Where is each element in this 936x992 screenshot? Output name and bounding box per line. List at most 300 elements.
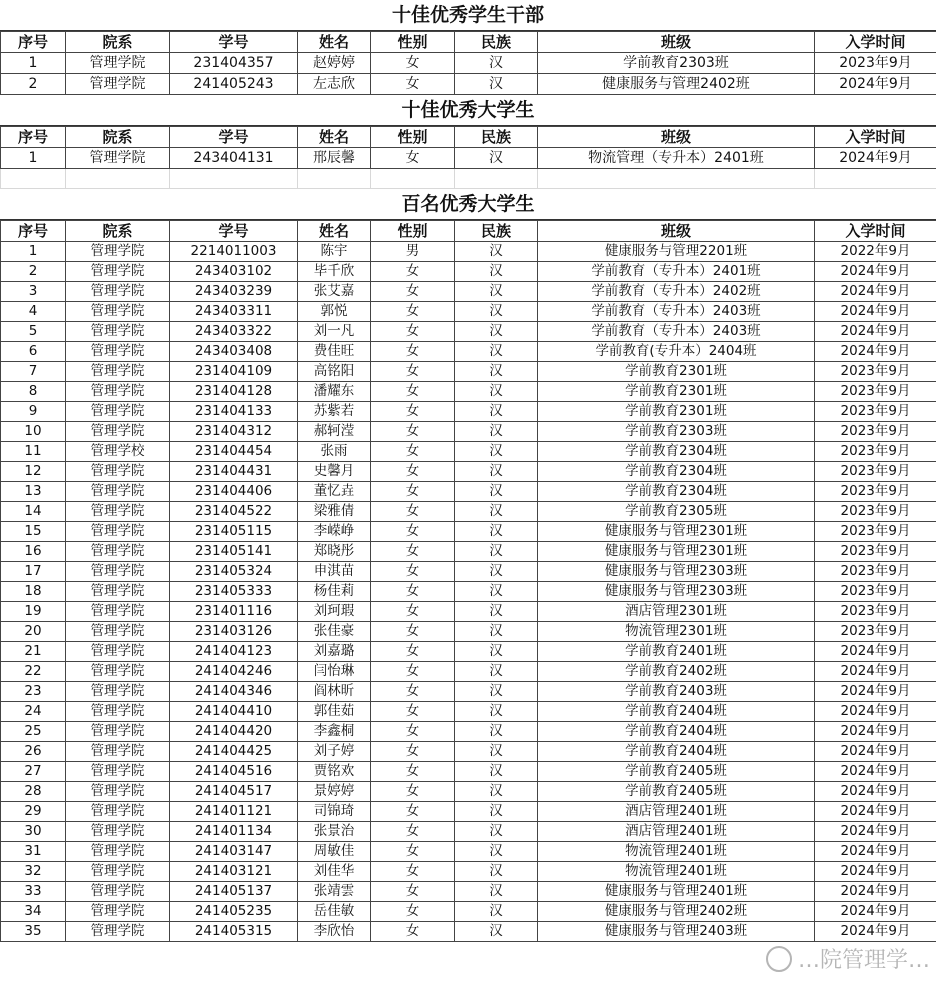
col-department: 管理学院 xyxy=(66,662,170,682)
col-department: 管理学院 xyxy=(66,742,170,762)
col-student-id: 241405137 xyxy=(170,882,298,902)
col-student-id: 231404128 xyxy=(170,382,298,402)
table-row xyxy=(1,782,936,802)
col-index: 32 xyxy=(1,862,66,882)
col-ethnicity: 汉 xyxy=(455,242,538,262)
col-student-id: 231405324 xyxy=(170,562,298,582)
col-ethnicity: 汉 xyxy=(455,922,538,942)
col-ethnicity: 汉 xyxy=(455,662,538,682)
watermark xyxy=(766,943,930,974)
header-col-index: 序号 xyxy=(1,221,66,242)
header-col-student-id: 学号 xyxy=(170,127,298,148)
table-row xyxy=(1,242,936,262)
col-department: 管理学院 xyxy=(66,53,170,74)
col-name: 苏紫若 xyxy=(298,402,371,422)
col-gender: 女 xyxy=(371,662,455,682)
col-enrollment: 2024年9月 xyxy=(815,148,936,169)
col-enrollment: 2024年9月 xyxy=(815,782,936,802)
col-index: 6 xyxy=(1,342,66,362)
col-class: 酒店管理2301班 xyxy=(538,602,815,622)
col-gender: 女 xyxy=(371,782,455,802)
col-gender: 男 xyxy=(371,242,455,262)
header-col-class: 班级 xyxy=(538,32,815,53)
col-student-id: 241404420 xyxy=(170,722,298,742)
col-gender: 女 xyxy=(371,74,455,95)
col-name: 刘佳华 xyxy=(298,862,371,882)
col-gender: 女 xyxy=(371,382,455,402)
header-col-name: 姓名 xyxy=(298,127,371,148)
table-row xyxy=(1,702,936,722)
col-gender: 女 xyxy=(371,722,455,742)
header-col-gender: 性别 xyxy=(371,127,455,148)
col-department: 管理学院 xyxy=(66,602,170,622)
col-class: 学前教育2404班 xyxy=(538,722,815,742)
table-row xyxy=(1,302,936,322)
col-student-id: 241404517 xyxy=(170,782,298,802)
table-row xyxy=(1,582,936,602)
col-index: 15 xyxy=(1,522,66,542)
col-ethnicity: 汉 xyxy=(455,442,538,462)
col-ethnicity: 汉 xyxy=(455,622,538,642)
table-row xyxy=(1,602,936,622)
col-gender: 女 xyxy=(371,822,455,842)
col-class: 健康服务与管理2401班 xyxy=(538,882,815,902)
col-ethnicity: 汉 xyxy=(455,902,538,922)
header-col-enrollment: 入学时间 xyxy=(815,127,936,148)
col-gender: 女 xyxy=(371,502,455,522)
col-department: 管理学院 xyxy=(66,148,170,169)
col-student-id: 241405235 xyxy=(170,902,298,922)
col-index: 1 xyxy=(1,148,66,169)
col-class: 酒店管理2401班 xyxy=(538,802,815,822)
col-name: 李欣怡 xyxy=(298,922,371,942)
col-ethnicity: 汉 xyxy=(455,74,538,95)
table-row xyxy=(1,462,936,482)
col-ethnicity: 汉 xyxy=(455,842,538,862)
table-row xyxy=(1,882,936,902)
award-table xyxy=(0,126,936,189)
col-class: 学前教育2304班 xyxy=(538,442,815,462)
header-col-student-id: 学号 xyxy=(170,32,298,53)
col-gender: 女 xyxy=(371,802,455,822)
col-index: 3 xyxy=(1,282,66,302)
col-ethnicity: 汉 xyxy=(455,862,538,882)
table-row xyxy=(1,148,936,169)
table-row xyxy=(1,742,936,762)
col-class: 学前教育（专升本）2401班 xyxy=(538,262,815,282)
col-enrollment: 2024年9月 xyxy=(815,682,936,702)
col-ethnicity: 汉 xyxy=(455,302,538,322)
col-class: 学前教育2301班 xyxy=(538,402,815,422)
col-class: 健康服务与管理2301班 xyxy=(538,522,815,542)
col-name: 李鑫桐 xyxy=(298,722,371,742)
col-class: 学前教育2401班 xyxy=(538,642,815,662)
col-gender: 女 xyxy=(371,442,455,462)
col-enrollment: 2023年9月 xyxy=(815,522,936,542)
col-department: 管理学院 xyxy=(66,422,170,442)
col-ethnicity: 汉 xyxy=(455,642,538,662)
col-name: 刘嘉璐 xyxy=(298,642,371,662)
col-student-id: 231404431 xyxy=(170,462,298,482)
col-name: 景婷婷 xyxy=(298,782,371,802)
header-col-student-id: 学号 xyxy=(170,221,298,242)
col-department: 管理学院 xyxy=(66,722,170,742)
col-gender: 女 xyxy=(371,902,455,922)
col-gender: 女 xyxy=(371,562,455,582)
table-row xyxy=(1,74,936,95)
col-student-id: 231404454 xyxy=(170,442,298,462)
col-index: 21 xyxy=(1,642,66,662)
col-index: 7 xyxy=(1,362,66,382)
col-name: 申淇苗 xyxy=(298,562,371,582)
col-enrollment: 2023年9月 xyxy=(815,422,936,442)
col-department: 管理学院 xyxy=(66,382,170,402)
header-col-name: 姓名 xyxy=(298,221,371,242)
col-enrollment: 2024年9月 xyxy=(815,842,936,862)
col-name: 毕千欣 xyxy=(298,262,371,282)
col-enrollment: 2024年9月 xyxy=(815,74,936,95)
col-ethnicity: 汉 xyxy=(455,262,538,282)
col-class: 学前教育2405班 xyxy=(538,762,815,782)
section-title: 十佳优秀大学生 xyxy=(0,95,936,126)
col-enrollment: 2024年9月 xyxy=(815,722,936,742)
col-ethnicity: 汉 xyxy=(455,882,538,902)
col-index: 17 xyxy=(1,562,66,582)
header-col-department: 院系 xyxy=(66,32,170,53)
col-student-id: 243403239 xyxy=(170,282,298,302)
col-student-id: 2214011003 xyxy=(170,242,298,262)
col-enrollment: 2024年9月 xyxy=(815,922,936,942)
col-student-id: 231403126 xyxy=(170,622,298,642)
header-col-gender: 性别 xyxy=(371,221,455,242)
table-row xyxy=(1,53,936,74)
table-row xyxy=(1,262,936,282)
col-index: 16 xyxy=(1,542,66,562)
col-name: 阎林昕 xyxy=(298,682,371,702)
table-row xyxy=(1,562,936,582)
col-index: 30 xyxy=(1,822,66,842)
col-department: 管理学院 xyxy=(66,342,170,362)
col-enrollment: 2023年9月 xyxy=(815,542,936,562)
col-class: 学前教育2301班 xyxy=(538,382,815,402)
col-student-id: 231404312 xyxy=(170,422,298,442)
col-student-id: 241401121 xyxy=(170,802,298,822)
col-ethnicity: 汉 xyxy=(455,562,538,582)
col-enrollment: 2024年9月 xyxy=(815,802,936,822)
header-col-ethnicity: 民族 xyxy=(455,221,538,242)
col-class: 学前教育2305班 xyxy=(538,502,815,522)
col-department: 管理学院 xyxy=(66,502,170,522)
col-class: 学前教育2405班 xyxy=(538,782,815,802)
col-student-id: 243404131 xyxy=(170,148,298,169)
col-class: 学前教育2403班 xyxy=(538,682,815,702)
col-department: 管理学院 xyxy=(66,702,170,722)
col-name: 周敏佳 xyxy=(298,842,371,862)
col-name: 刘珂瑕 xyxy=(298,602,371,622)
empty-row xyxy=(1,169,936,189)
table-row xyxy=(1,842,936,862)
col-class: 学前教育2303班 xyxy=(538,53,815,74)
col-department: 管理学院 xyxy=(66,462,170,482)
col-class: 健康服务与管理2201班 xyxy=(538,242,815,262)
col-name: 张艾嘉 xyxy=(298,282,371,302)
col-name: 潘耀东 xyxy=(298,382,371,402)
col-department: 管理学院 xyxy=(66,682,170,702)
col-name: 贾铭欢 xyxy=(298,762,371,782)
header-col-index: 序号 xyxy=(1,127,66,148)
col-name: 陈宇 xyxy=(298,242,371,262)
col-student-id: 241403121 xyxy=(170,862,298,882)
col-student-id: 241404123 xyxy=(170,642,298,662)
header-col-gender: 性别 xyxy=(371,32,455,53)
col-student-id: 241405243 xyxy=(170,74,298,95)
col-gender: 女 xyxy=(371,922,455,942)
col-enrollment: 2024年9月 xyxy=(815,762,936,782)
col-class: 学前教育(专升本）2404班 xyxy=(538,342,815,362)
col-ethnicity: 汉 xyxy=(455,682,538,702)
col-enrollment: 2024年9月 xyxy=(815,262,936,282)
table-row xyxy=(1,802,936,822)
col-department: 管理学院 xyxy=(66,782,170,802)
col-gender: 女 xyxy=(371,762,455,782)
table-row xyxy=(1,662,936,682)
col-index: 20 xyxy=(1,622,66,642)
col-index: 18 xyxy=(1,582,66,602)
col-index: 34 xyxy=(1,902,66,922)
col-ethnicity: 汉 xyxy=(455,782,538,802)
col-ethnicity: 汉 xyxy=(455,282,538,302)
col-index: 25 xyxy=(1,722,66,742)
col-ethnicity: 汉 xyxy=(455,522,538,542)
col-student-id: 231405115 xyxy=(170,522,298,542)
award-table xyxy=(0,31,936,95)
col-gender: 女 xyxy=(371,642,455,662)
col-ethnicity: 汉 xyxy=(455,762,538,782)
col-department: 管理学院 xyxy=(66,242,170,262)
col-class: 物流管理（专升本）2401班 xyxy=(538,148,815,169)
col-student-id: 241404425 xyxy=(170,742,298,762)
col-ethnicity: 汉 xyxy=(455,362,538,382)
col-department: 管理学院 xyxy=(66,402,170,422)
col-class: 酒店管理2401班 xyxy=(538,822,815,842)
col-name: 郝轲滢 xyxy=(298,422,371,442)
col-index: 28 xyxy=(1,782,66,802)
col-class: 健康服务与管理2402班 xyxy=(538,902,815,922)
col-index: 27 xyxy=(1,762,66,782)
col-department: 管理学校 xyxy=(66,442,170,462)
col-gender: 女 xyxy=(371,582,455,602)
col-index: 1 xyxy=(1,242,66,262)
col-department: 管理学院 xyxy=(66,482,170,502)
col-gender: 女 xyxy=(371,53,455,74)
col-index: 31 xyxy=(1,842,66,862)
col-ethnicity: 汉 xyxy=(455,342,538,362)
col-department: 管理学院 xyxy=(66,282,170,302)
col-index: 5 xyxy=(1,322,66,342)
col-gender: 女 xyxy=(371,702,455,722)
col-name: 史馨月 xyxy=(298,462,371,482)
col-index: 2 xyxy=(1,74,66,95)
col-gender: 女 xyxy=(371,522,455,542)
col-class: 学前教育2404班 xyxy=(538,742,815,762)
col-student-id: 231405141 xyxy=(170,542,298,562)
col-class: 学前教育2304班 xyxy=(538,482,815,502)
table-row xyxy=(1,642,936,662)
col-department: 管理学院 xyxy=(66,882,170,902)
header-col-class: 班级 xyxy=(538,221,815,242)
col-enrollment: 2024年9月 xyxy=(815,302,936,322)
col-ethnicity: 汉 xyxy=(455,422,538,442)
col-name: 李嵘峥 xyxy=(298,522,371,542)
col-class: 学前教育（专升本）2402班 xyxy=(538,282,815,302)
header-col-enrollment: 入学时间 xyxy=(815,221,936,242)
col-student-id: 243403408 xyxy=(170,342,298,362)
col-class: 健康服务与管理2402班 xyxy=(538,74,815,95)
col-class: 学前教育（专升本）2403班 xyxy=(538,302,815,322)
col-index: 4 xyxy=(1,302,66,322)
col-name: 费佳旺 xyxy=(298,342,371,362)
col-class: 物流管理2401班 xyxy=(538,862,815,882)
table-row xyxy=(1,342,936,362)
col-department: 管理学院 xyxy=(66,582,170,602)
col-name: 郑晓彤 xyxy=(298,542,371,562)
col-name: 闫怡琳 xyxy=(298,662,371,682)
col-class: 健康服务与管理2301班 xyxy=(538,542,815,562)
header-col-ethnicity: 民族 xyxy=(455,32,538,53)
col-class: 学前教育2301班 xyxy=(538,362,815,382)
col-ethnicity: 汉 xyxy=(455,382,538,402)
col-index: 14 xyxy=(1,502,66,522)
col-name: 董忆垚 xyxy=(298,482,371,502)
col-index: 19 xyxy=(1,602,66,622)
col-enrollment: 2023年9月 xyxy=(815,602,936,622)
col-ethnicity: 汉 xyxy=(455,542,538,562)
col-gender: 女 xyxy=(371,622,455,642)
col-index: 22 xyxy=(1,662,66,682)
col-department: 管理学院 xyxy=(66,762,170,782)
col-enrollment: 2023年9月 xyxy=(815,582,936,602)
col-index: 8 xyxy=(1,382,66,402)
col-student-id: 231404357 xyxy=(170,53,298,74)
col-department: 管理学院 xyxy=(66,302,170,322)
col-student-id: 231404109 xyxy=(170,362,298,382)
watermark-text: …院管理学… xyxy=(797,948,930,973)
col-class: 物流管理2401班 xyxy=(538,842,815,862)
col-ethnicity: 汉 xyxy=(455,802,538,822)
header-col-enrollment: 入学时间 xyxy=(815,32,936,53)
col-student-id: 241404246 xyxy=(170,662,298,682)
col-enrollment: 2023年9月 xyxy=(815,482,936,502)
col-department: 管理学院 xyxy=(66,642,170,662)
col-student-id: 241405315 xyxy=(170,922,298,942)
col-name: 张佳豪 xyxy=(298,622,371,642)
col-name: 岳佳敏 xyxy=(298,902,371,922)
wechat-icon xyxy=(766,946,792,972)
col-enrollment: 2024年9月 xyxy=(815,742,936,762)
col-ethnicity: 汉 xyxy=(455,402,538,422)
table-row xyxy=(1,902,936,922)
col-enrollment: 2024年9月 xyxy=(815,882,936,902)
col-class: 物流管理2301班 xyxy=(538,622,815,642)
col-name: 左志欣 xyxy=(298,74,371,95)
col-gender: 女 xyxy=(371,682,455,702)
col-class: 学前教育2402班 xyxy=(538,662,815,682)
col-gender: 女 xyxy=(371,342,455,362)
col-department: 管理学院 xyxy=(66,902,170,922)
col-enrollment: 2023年9月 xyxy=(815,462,936,482)
col-index: 13 xyxy=(1,482,66,502)
col-index: 23 xyxy=(1,682,66,702)
table-row xyxy=(1,482,936,502)
col-gender: 女 xyxy=(371,882,455,902)
col-enrollment: 2024年9月 xyxy=(815,342,936,362)
col-name: 司锦琦 xyxy=(298,802,371,822)
table-row xyxy=(1,402,936,422)
col-gender: 女 xyxy=(371,148,455,169)
col-enrollment: 2024年9月 xyxy=(815,862,936,882)
col-name: 高铭阳 xyxy=(298,362,371,382)
col-ethnicity: 汉 xyxy=(455,582,538,602)
col-name: 张景治 xyxy=(298,822,371,842)
table-row xyxy=(1,922,936,942)
table-row xyxy=(1,322,936,342)
col-gender: 女 xyxy=(371,602,455,622)
col-name: 梁雅倩 xyxy=(298,502,371,522)
col-ethnicity: 汉 xyxy=(455,502,538,522)
col-department: 管理学院 xyxy=(66,74,170,95)
header-row xyxy=(1,127,936,148)
col-student-id: 231404133 xyxy=(170,402,298,422)
col-index: 12 xyxy=(1,462,66,482)
col-class: 学前教育2304班 xyxy=(538,462,815,482)
table-row xyxy=(1,282,936,302)
col-enrollment: 2023年9月 xyxy=(815,362,936,382)
col-department: 管理学院 xyxy=(66,562,170,582)
col-enrollment: 2024年9月 xyxy=(815,642,936,662)
col-student-id: 241404516 xyxy=(170,762,298,782)
table-row xyxy=(1,382,936,402)
col-enrollment: 2023年9月 xyxy=(815,53,936,74)
col-ethnicity: 汉 xyxy=(455,148,538,169)
col-enrollment: 2022年9月 xyxy=(815,242,936,262)
table-row xyxy=(1,522,936,542)
col-student-id: 231404522 xyxy=(170,502,298,522)
header-col-department: 院系 xyxy=(66,127,170,148)
table-row xyxy=(1,862,936,882)
col-ethnicity: 汉 xyxy=(455,822,538,842)
col-name: 赵婷婷 xyxy=(298,53,371,74)
col-gender: 女 xyxy=(371,322,455,342)
col-name: 刘子婷 xyxy=(298,742,371,762)
col-class: 健康服务与管理2303班 xyxy=(538,562,815,582)
col-index: 29 xyxy=(1,802,66,822)
section-title: 十佳优秀学生干部 xyxy=(0,0,936,31)
table-row xyxy=(1,502,936,522)
col-enrollment: 2024年9月 xyxy=(815,702,936,722)
table-row xyxy=(1,822,936,842)
col-gender: 女 xyxy=(371,862,455,882)
col-gender: 女 xyxy=(371,362,455,382)
col-index: 26 xyxy=(1,742,66,762)
col-ethnicity: 汉 xyxy=(455,462,538,482)
header-col-name: 姓名 xyxy=(298,32,371,53)
col-ethnicity: 汉 xyxy=(455,722,538,742)
col-ethnicity: 汉 xyxy=(455,482,538,502)
col-gender: 女 xyxy=(371,462,455,482)
col-student-id: 241401134 xyxy=(170,822,298,842)
col-index: 11 xyxy=(1,442,66,462)
col-ethnicity: 汉 xyxy=(455,53,538,74)
